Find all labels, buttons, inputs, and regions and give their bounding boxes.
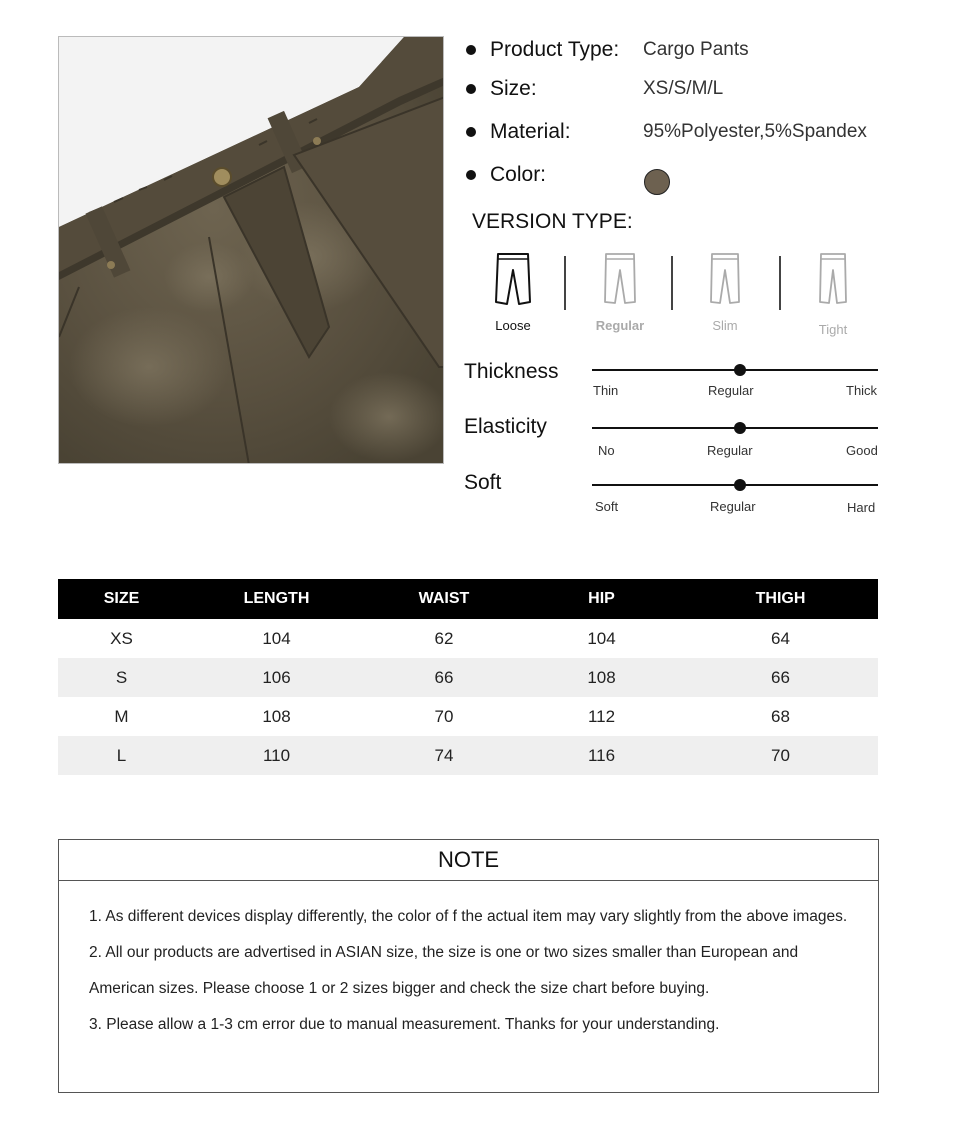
note-line: 3. Please allow a 1-3 cm error due to manual measurement. Thanks for your understanding. [89, 1016, 720, 1033]
header-hip: HIP [520, 579, 683, 619]
spec-value: Cargo Pants [643, 39, 749, 60]
tight-pants-icon [813, 252, 853, 308]
table-cell: 110 [185, 736, 368, 775]
bullet-icon [466, 84, 476, 94]
note-body [59, 881, 878, 1043]
pants-waistband-photo-icon [59, 37, 444, 464]
scale-right-label: Hard [847, 500, 876, 515]
spec-label: Color: [490, 163, 547, 186]
spec-label: Size: [490, 77, 537, 100]
scale-right-label: Good [846, 443, 878, 458]
divider [564, 256, 566, 310]
table-cell: 104 [262, 628, 291, 648]
note-title: NOTE [59, 840, 878, 881]
scale-right-label: Thick [846, 383, 878, 398]
color-swatch [644, 169, 670, 195]
table-cell: 66 [683, 658, 878, 697]
table-cell: M [114, 706, 129, 726]
table-cell: 116 [520, 736, 683, 775]
scale-left-label: Soft [595, 499, 619, 514]
version-label: Loose [495, 318, 531, 333]
header-size: SIZE [58, 579, 185, 619]
version-tight [798, 252, 868, 337]
version-label: Tight [818, 322, 848, 337]
table-cell: 70 [683, 736, 878, 775]
note-box [58, 839, 879, 1093]
loose-pants-icon [493, 252, 533, 308]
table-cell: S [58, 658, 185, 697]
table-cell: 112 [587, 706, 616, 726]
spec-material [466, 117, 867, 147]
spec-value: 95%Polyester,5%Spandex [643, 121, 867, 142]
table-cell: 70 [434, 706, 454, 726]
spec-value: XS/S/M/L [643, 78, 724, 99]
regular-pants-icon [600, 252, 640, 308]
scale-left-label: Thin [593, 383, 619, 398]
spec-size [466, 74, 724, 104]
spec-product-type [466, 35, 749, 65]
table-cell: 108 [520, 658, 683, 697]
table-cell: 64 [771, 628, 790, 648]
note-line: 1. As different devices display differently, the color of f the actual item may vary slightly from the above images. [89, 908, 848, 925]
header-waist: WAIST [368, 579, 520, 619]
bullet-icon [466, 45, 476, 55]
bullet-icon [466, 170, 476, 180]
scale-marker [734, 364, 746, 376]
slim-pants-icon [705, 252, 745, 308]
scale-middle-label: Regular [708, 383, 754, 398]
spec-color [466, 160, 642, 190]
note-line: 2. All our products are advertised in ASIAN size, the size is one or two sizes smaller than European and American sizes. Please choose 1 or 2 sizes bigger and check the size chart before buying. [89, 944, 799, 997]
table-cell: 104 [587, 628, 616, 648]
version-slim [690, 252, 760, 333]
table-cell: 66 [368, 658, 520, 697]
header-thigh: THIGH [683, 579, 878, 619]
table-cell: 108 [262, 706, 291, 726]
scale-middle-label: Regular [710, 499, 756, 514]
version-type-title: VERSION TYPE: [472, 210, 633, 233]
product-photo [58, 36, 444, 464]
table-cell: 68 [771, 706, 790, 726]
table-cell: 106 [185, 658, 368, 697]
table-cell: 62 [434, 628, 454, 648]
scale-marker [734, 479, 746, 491]
header-length: LENGTH [185, 579, 368, 619]
table-row [58, 658, 878, 697]
spec-label: Material: [490, 120, 571, 143]
scale-left-label: No [598, 443, 615, 458]
scale-name: Thickness [464, 360, 559, 383]
size-chart-table [58, 579, 878, 775]
table-row [58, 619, 878, 658]
table-row [58, 697, 878, 736]
scale-name: Soft [464, 471, 502, 494]
version-loose [478, 252, 548, 333]
scale-name: Elasticity [464, 415, 547, 438]
spec-label: Product Type: [490, 38, 620, 61]
bullet-icon [466, 127, 476, 137]
table-header-row [58, 579, 878, 619]
version-regular [585, 252, 655, 333]
table-cell: 74 [368, 736, 520, 775]
scale-marker [734, 422, 746, 434]
divider [779, 256, 781, 310]
version-label: Regular [595, 318, 645, 333]
version-label: Slim [712, 318, 738, 333]
table-cell: XS [110, 628, 133, 648]
divider [671, 256, 673, 310]
scale-middle-label: Regular [707, 443, 753, 458]
table-row [58, 736, 878, 775]
table-cell: L [58, 736, 185, 775]
